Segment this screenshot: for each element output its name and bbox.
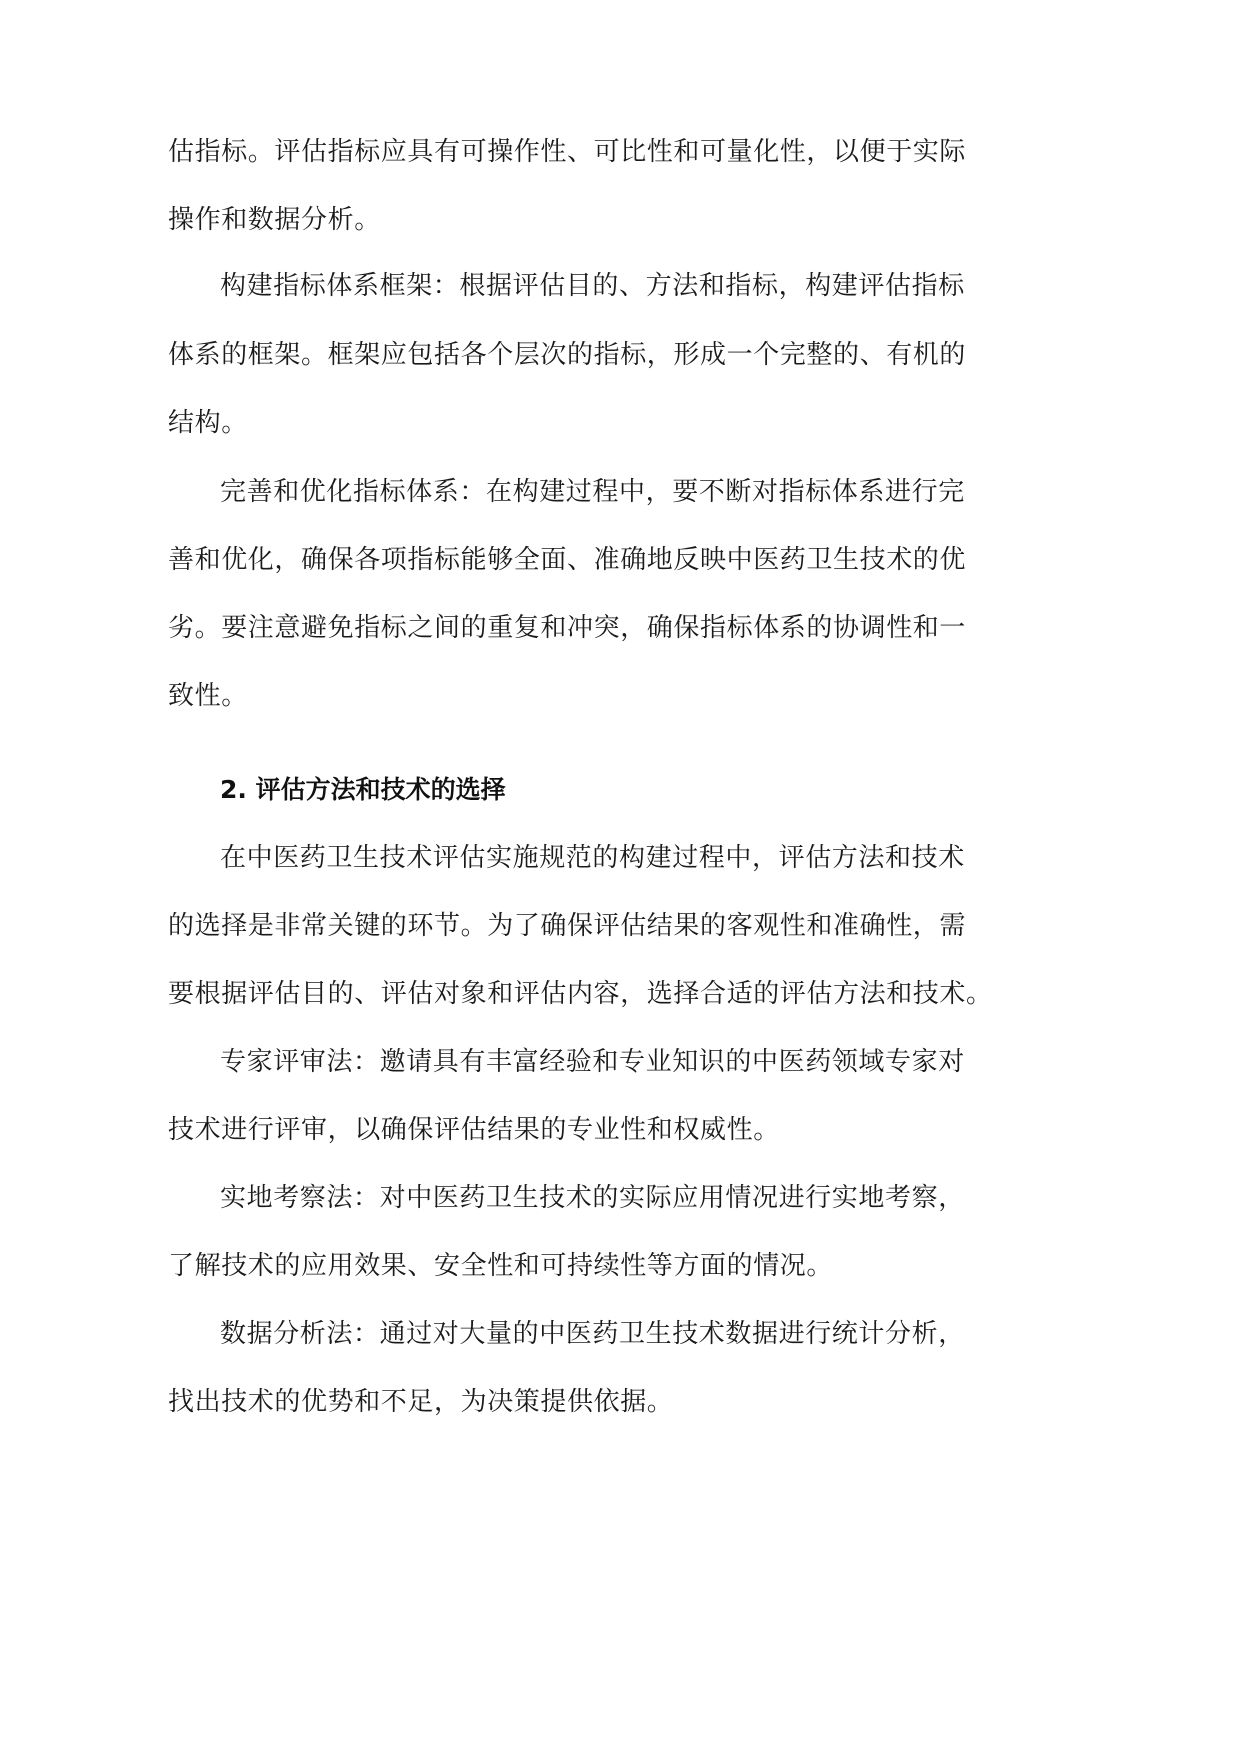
text-line: 操作和数据分析。 bbox=[168, 205, 381, 235]
section-heading: 2. 评估方法和技术的选择 bbox=[220, 775, 506, 804]
text-line: 劣。要注意避免指标之间的重复和冲突，确保指标体系的协调性和一 bbox=[168, 613, 967, 643]
text-line: 技术进行评审，以确保评估结果的专业性和权威性。 bbox=[168, 1115, 780, 1145]
text-line: 要根据评估目的、评估对象和评估内容，选择合适的评估方法和技术。 bbox=[168, 979, 993, 1009]
text-line: 致性。 bbox=[168, 681, 248, 711]
paragraph-first-line: 实地考察法：对中医药卫生技术的实际应用情况进行实地考察， bbox=[220, 1183, 965, 1213]
paragraph-first-line: 数据分析法：通过对大量的中医药卫生技术数据进行统计分析， bbox=[220, 1319, 965, 1349]
text-line: 体系的框架。框架应包括各个层次的指标，形成一个完整的、有机的 bbox=[168, 340, 967, 370]
text-line: 的选择是非常关键的环节。为了确保评估结果的客观性和准确性，需 bbox=[168, 911, 967, 941]
paragraph-first-line: 在中医药卫生技术评估实施规范的构建过程中，评估方法和技术 bbox=[220, 843, 965, 873]
text-line: 结构。 bbox=[168, 408, 248, 438]
text-line: 善和优化，确保各项指标能够全面、准确地反映中医药卫生技术的优 bbox=[168, 545, 967, 575]
text-line: 估指标。评估指标应具有可操作性、可比性和可量化性，以便于实际 bbox=[168, 137, 967, 167]
paragraph-first-line: 完善和优化指标体系：在构建过程中，要不断对指标体系进行完 bbox=[220, 477, 965, 507]
paragraph-first-line: 专家评审法：邀请具有丰富经验和专业知识的中医药领域专家对 bbox=[220, 1047, 965, 1077]
text-line: 了解技术的应用效果、安全性和可持续性等方面的情况。 bbox=[168, 1251, 834, 1281]
text-line: 找出技术的优势和不足，为决策提供依据。 bbox=[168, 1387, 674, 1417]
paragraph-first-line: 构建指标体系框架：根据评估目的、方法和指标，构建评估指标 bbox=[220, 271, 965, 301]
